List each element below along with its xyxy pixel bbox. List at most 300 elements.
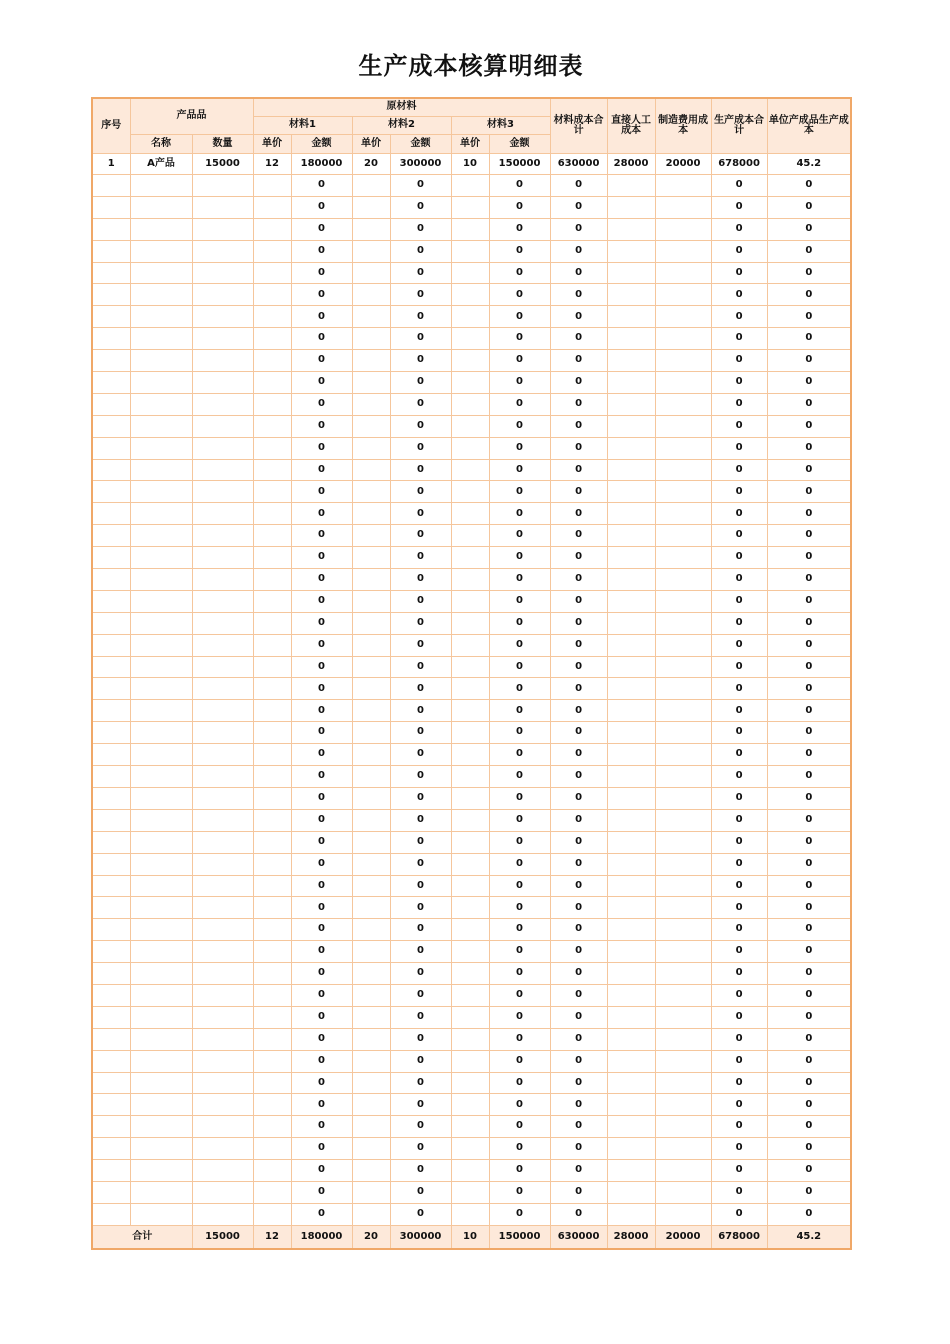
table-cell[interactable]: 0 xyxy=(550,678,607,700)
table-cell[interactable] xyxy=(253,1203,291,1225)
table-cell[interactable] xyxy=(130,437,192,459)
table-cell[interactable]: 0 xyxy=(767,1160,851,1182)
table-cell[interactable] xyxy=(655,722,711,744)
table-cell[interactable]: 0 xyxy=(291,175,352,197)
table-cell[interactable] xyxy=(352,1203,390,1225)
table-cell[interactable]: 0 xyxy=(550,766,607,788)
table-cell[interactable] xyxy=(352,1028,390,1050)
table-cell[interactable] xyxy=(451,240,489,262)
table-cell[interactable] xyxy=(253,569,291,591)
table-cell[interactable] xyxy=(451,525,489,547)
table-cell[interactable]: 20 xyxy=(352,154,390,175)
table-cell[interactable]: 0 xyxy=(767,678,851,700)
table-cell[interactable] xyxy=(192,919,253,941)
table-cell[interactable] xyxy=(451,459,489,481)
table-cell[interactable]: 0 xyxy=(711,525,767,547)
table-cell[interactable] xyxy=(253,941,291,963)
table-cell[interactable]: 0 xyxy=(767,1203,851,1225)
table-cell[interactable]: 0 xyxy=(291,984,352,1006)
table-cell[interactable] xyxy=(451,1050,489,1072)
table-cell[interactable]: 0 xyxy=(291,656,352,678)
table-cell[interactable] xyxy=(130,809,192,831)
table-cell[interactable] xyxy=(655,175,711,197)
total-cell[interactable]: 180000 xyxy=(291,1225,352,1249)
table-cell[interactable]: 0 xyxy=(550,1160,607,1182)
table-cell[interactable]: 0 xyxy=(550,328,607,350)
table-cell[interactable]: 0 xyxy=(489,656,550,678)
table-cell[interactable] xyxy=(655,1006,711,1028)
table-cell[interactable] xyxy=(352,722,390,744)
table-cell[interactable]: 0 xyxy=(291,853,352,875)
table-cell[interactable]: 0 xyxy=(711,1094,767,1116)
total-cell[interactable]: 20 xyxy=(352,1225,390,1249)
table-cell[interactable]: 0 xyxy=(550,372,607,394)
table-cell[interactable] xyxy=(192,1181,253,1203)
table-cell[interactable] xyxy=(192,787,253,809)
table-cell[interactable] xyxy=(655,372,711,394)
table-cell[interactable] xyxy=(92,218,130,240)
table-cell[interactable]: 150000 xyxy=(489,154,550,175)
table-cell[interactable] xyxy=(655,919,711,941)
table-cell[interactable]: 0 xyxy=(767,1072,851,1094)
table-cell[interactable] xyxy=(607,634,655,656)
table-cell[interactable] xyxy=(352,393,390,415)
table-cell[interactable]: 0 xyxy=(291,919,352,941)
table-cell[interactable]: 0 xyxy=(291,240,352,262)
table-cell[interactable] xyxy=(92,941,130,963)
table-cell[interactable]: 0 xyxy=(390,744,451,766)
table-cell[interactable] xyxy=(92,525,130,547)
table-cell[interactable]: 0 xyxy=(550,787,607,809)
table-cell[interactable]: 0 xyxy=(711,809,767,831)
table-cell[interactable] xyxy=(92,809,130,831)
table-cell[interactable] xyxy=(192,175,253,197)
table-cell[interactable]: 0 xyxy=(711,328,767,350)
table-cell[interactable] xyxy=(451,569,489,591)
table-cell[interactable]: 0 xyxy=(489,897,550,919)
table-cell[interactable] xyxy=(655,766,711,788)
table-cell[interactable]: 0 xyxy=(390,809,451,831)
table-cell[interactable] xyxy=(451,1138,489,1160)
table-cell[interactable]: 0 xyxy=(711,1181,767,1203)
table-cell[interactable] xyxy=(655,984,711,1006)
table-cell[interactable]: 0 xyxy=(291,1006,352,1028)
table-cell[interactable] xyxy=(655,306,711,328)
table-cell[interactable]: 0 xyxy=(489,590,550,612)
table-cell[interactable]: 0 xyxy=(767,459,851,481)
table-cell[interactable]: 0 xyxy=(489,547,550,569)
table-cell[interactable]: 0 xyxy=(711,787,767,809)
table-cell[interactable] xyxy=(451,1028,489,1050)
table-cell[interactable]: 0 xyxy=(550,875,607,897)
table-cell[interactable] xyxy=(451,175,489,197)
table-cell[interactable]: 10 xyxy=(451,154,489,175)
table-cell[interactable]: 0 xyxy=(711,941,767,963)
table-cell[interactable] xyxy=(607,1138,655,1160)
table-cell[interactable]: 0 xyxy=(550,240,607,262)
table-cell[interactable] xyxy=(352,744,390,766)
table-cell[interactable]: 0 xyxy=(291,1116,352,1138)
table-cell[interactable]: 0 xyxy=(767,437,851,459)
table-cell[interactable] xyxy=(253,590,291,612)
table-cell[interactable]: 0 xyxy=(291,766,352,788)
table-cell[interactable]: 0 xyxy=(489,306,550,328)
table-cell[interactable] xyxy=(451,284,489,306)
table-cell[interactable] xyxy=(130,350,192,372)
table-cell[interactable]: 0 xyxy=(291,306,352,328)
total-cell[interactable]: 20000 xyxy=(655,1225,711,1249)
table-cell[interactable]: 0 xyxy=(711,612,767,634)
table-cell[interactable] xyxy=(607,218,655,240)
table-cell[interactable] xyxy=(607,1116,655,1138)
table-cell[interactable] xyxy=(130,1050,192,1072)
table-cell[interactable]: 0 xyxy=(711,547,767,569)
table-cell[interactable] xyxy=(130,700,192,722)
table-cell[interactable]: 0 xyxy=(390,569,451,591)
table-cell[interactable] xyxy=(655,1028,711,1050)
table-cell[interactable]: 0 xyxy=(550,306,607,328)
table-cell[interactable]: 0 xyxy=(390,262,451,284)
table-cell[interactable]: 0 xyxy=(390,853,451,875)
table-cell[interactable]: 0 xyxy=(711,481,767,503)
table-cell[interactable] xyxy=(192,481,253,503)
table-cell[interactable] xyxy=(253,1138,291,1160)
table-cell[interactable] xyxy=(130,569,192,591)
table-cell[interactable] xyxy=(451,503,489,525)
total-cell[interactable]: 12 xyxy=(253,1225,291,1249)
table-cell[interactable]: 0 xyxy=(291,634,352,656)
table-cell[interactable] xyxy=(655,569,711,591)
table-cell[interactable] xyxy=(192,1050,253,1072)
table-cell[interactable] xyxy=(192,1116,253,1138)
table-cell[interactable] xyxy=(607,393,655,415)
table-cell[interactable]: 0 xyxy=(291,1181,352,1203)
table-cell[interactable] xyxy=(607,1006,655,1028)
table-cell[interactable] xyxy=(607,459,655,481)
table-cell[interactable] xyxy=(607,941,655,963)
table-cell[interactable]: 0 xyxy=(767,700,851,722)
table-cell[interactable] xyxy=(92,744,130,766)
table-cell[interactable] xyxy=(451,766,489,788)
table-cell[interactable]: 0 xyxy=(489,240,550,262)
table-cell[interactable] xyxy=(451,1094,489,1116)
table-cell[interactable] xyxy=(130,459,192,481)
table-cell[interactable] xyxy=(451,787,489,809)
table-cell[interactable]: 0 xyxy=(767,831,851,853)
table-cell[interactable]: 0 xyxy=(489,1181,550,1203)
table-cell[interactable]: 0 xyxy=(291,459,352,481)
table-cell[interactable] xyxy=(655,350,711,372)
table-cell[interactable] xyxy=(192,744,253,766)
table-cell[interactable]: 0 xyxy=(390,1006,451,1028)
table-cell[interactable] xyxy=(655,1203,711,1225)
table-cell[interactable] xyxy=(130,372,192,394)
table-cell[interactable] xyxy=(192,525,253,547)
table-cell[interactable]: 0 xyxy=(711,240,767,262)
table-cell[interactable] xyxy=(352,525,390,547)
table-cell[interactable]: 0 xyxy=(390,306,451,328)
table-cell[interactable] xyxy=(352,590,390,612)
table-cell[interactable] xyxy=(655,415,711,437)
table-cell[interactable] xyxy=(253,809,291,831)
table-cell[interactable] xyxy=(192,415,253,437)
table-cell[interactable] xyxy=(253,481,291,503)
table-cell[interactable]: 0 xyxy=(390,897,451,919)
table-cell[interactable]: 0 xyxy=(489,218,550,240)
table-cell[interactable]: 0 xyxy=(767,240,851,262)
table-cell[interactable] xyxy=(192,1028,253,1050)
table-cell[interactable]: 0 xyxy=(711,1028,767,1050)
table-cell[interactable]: 0 xyxy=(550,284,607,306)
table-cell[interactable]: 0 xyxy=(390,415,451,437)
table-cell[interactable]: 0 xyxy=(550,1050,607,1072)
table-cell[interactable] xyxy=(130,656,192,678)
table-cell[interactable] xyxy=(130,306,192,328)
table-cell[interactable] xyxy=(451,437,489,459)
table-cell[interactable] xyxy=(607,590,655,612)
table-cell[interactable] xyxy=(352,1160,390,1182)
table-cell[interactable] xyxy=(192,262,253,284)
table-cell[interactable] xyxy=(655,1050,711,1072)
table-cell[interactable]: 0 xyxy=(489,196,550,218)
table-cell[interactable]: 0 xyxy=(550,1094,607,1116)
table-cell[interactable] xyxy=(607,1203,655,1225)
table-cell[interactable] xyxy=(192,1203,253,1225)
table-cell[interactable]: 0 xyxy=(489,1203,550,1225)
table-cell[interactable]: 0 xyxy=(711,459,767,481)
table-cell[interactable]: 0 xyxy=(390,612,451,634)
table-cell[interactable] xyxy=(352,853,390,875)
table-cell[interactable]: 0 xyxy=(390,459,451,481)
table-cell[interactable] xyxy=(607,525,655,547)
table-cell[interactable]: 0 xyxy=(390,240,451,262)
table-cell[interactable]: 180000 xyxy=(291,154,352,175)
table-cell[interactable]: 0 xyxy=(390,503,451,525)
table-cell[interactable] xyxy=(92,284,130,306)
table-cell[interactable]: 0 xyxy=(550,503,607,525)
table-cell[interactable] xyxy=(607,481,655,503)
table-cell[interactable] xyxy=(451,678,489,700)
table-cell[interactable]: 0 xyxy=(550,1006,607,1028)
table-cell[interactable]: 0 xyxy=(291,196,352,218)
table-cell[interactable]: 0 xyxy=(291,875,352,897)
table-cell[interactable] xyxy=(130,1203,192,1225)
table-cell[interactable]: 0 xyxy=(767,1094,851,1116)
table-cell[interactable]: 0 xyxy=(291,1160,352,1182)
table-cell[interactable]: 0 xyxy=(550,175,607,197)
table-cell[interactable] xyxy=(192,590,253,612)
table-cell[interactable] xyxy=(451,393,489,415)
table-cell[interactable] xyxy=(655,525,711,547)
table-cell[interactable]: 0 xyxy=(390,722,451,744)
table-cell[interactable] xyxy=(130,525,192,547)
table-cell[interactable]: 0 xyxy=(291,218,352,240)
table-cell[interactable] xyxy=(607,415,655,437)
table-cell[interactable] xyxy=(451,306,489,328)
table-cell[interactable] xyxy=(192,1160,253,1182)
table-cell[interactable]: 12 xyxy=(253,154,291,175)
table-cell[interactable] xyxy=(607,897,655,919)
table-cell[interactable]: 0 xyxy=(550,612,607,634)
table-cell[interactable]: 0 xyxy=(291,328,352,350)
table-cell[interactable] xyxy=(451,218,489,240)
table-cell[interactable] xyxy=(92,787,130,809)
table-cell[interactable] xyxy=(192,809,253,831)
table-cell[interactable]: 0 xyxy=(390,1160,451,1182)
table-cell[interactable]: 0 xyxy=(711,372,767,394)
table-cell[interactable] xyxy=(655,196,711,218)
table-cell[interactable]: 0 xyxy=(550,1028,607,1050)
table-cell[interactable] xyxy=(192,240,253,262)
table-cell[interactable] xyxy=(92,984,130,1006)
table-cell[interactable] xyxy=(607,240,655,262)
table-cell[interactable]: 0 xyxy=(390,175,451,197)
table-cell[interactable] xyxy=(352,1181,390,1203)
table-cell[interactable] xyxy=(451,875,489,897)
table-cell[interactable]: 0 xyxy=(489,1116,550,1138)
total-cell[interactable]: 150000 xyxy=(489,1225,550,1249)
table-cell[interactable] xyxy=(352,569,390,591)
table-cell[interactable] xyxy=(92,328,130,350)
table-cell[interactable]: 0 xyxy=(711,963,767,985)
table-cell[interactable] xyxy=(253,853,291,875)
table-cell[interactable]: 0 xyxy=(390,1203,451,1225)
table-cell[interactable]: 0 xyxy=(390,328,451,350)
table-cell[interactable] xyxy=(607,306,655,328)
table-cell[interactable]: 0 xyxy=(550,634,607,656)
table-cell[interactable] xyxy=(352,372,390,394)
table-cell[interactable] xyxy=(92,1006,130,1028)
table-cell[interactable]: 0 xyxy=(767,328,851,350)
table-cell[interactable]: 0 xyxy=(550,984,607,1006)
table-cell[interactable]: 0 xyxy=(550,590,607,612)
table-cell[interactable] xyxy=(130,1006,192,1028)
table-cell[interactable] xyxy=(192,875,253,897)
table-cell[interactable] xyxy=(655,328,711,350)
table-cell[interactable] xyxy=(253,196,291,218)
table-cell[interactable]: 0 xyxy=(767,984,851,1006)
table-cell[interactable]: 0 xyxy=(489,459,550,481)
table-cell[interactable] xyxy=(451,919,489,941)
table-cell[interactable]: 0 xyxy=(711,678,767,700)
table-cell[interactable]: 0 xyxy=(291,678,352,700)
table-cell[interactable]: 0 xyxy=(291,525,352,547)
table-cell[interactable]: 0 xyxy=(291,372,352,394)
table-cell[interactable]: 0 xyxy=(550,831,607,853)
table-cell[interactable] xyxy=(192,218,253,240)
table-cell[interactable] xyxy=(253,415,291,437)
table-cell[interactable] xyxy=(192,459,253,481)
table-cell[interactable] xyxy=(655,284,711,306)
table-cell[interactable]: 0 xyxy=(711,875,767,897)
table-cell[interactable] xyxy=(352,787,390,809)
table-cell[interactable] xyxy=(451,744,489,766)
table-cell[interactable] xyxy=(130,963,192,985)
table-cell[interactable]: 0 xyxy=(291,547,352,569)
table-cell[interactable] xyxy=(451,590,489,612)
table-cell[interactable] xyxy=(192,897,253,919)
table-cell[interactable] xyxy=(352,481,390,503)
table-cell[interactable]: 0 xyxy=(767,722,851,744)
table-cell[interactable]: 0 xyxy=(390,1181,451,1203)
table-cell[interactable]: 0 xyxy=(390,634,451,656)
table-cell[interactable] xyxy=(451,262,489,284)
table-cell[interactable] xyxy=(352,766,390,788)
table-cell[interactable] xyxy=(451,415,489,437)
table-cell[interactable] xyxy=(352,196,390,218)
table-cell[interactable] xyxy=(253,240,291,262)
table-cell[interactable] xyxy=(655,656,711,678)
table-cell[interactable]: 45.2 xyxy=(767,154,851,175)
table-cell[interactable] xyxy=(352,1050,390,1072)
table-cell[interactable]: 0 xyxy=(390,875,451,897)
table-cell[interactable] xyxy=(92,196,130,218)
table-cell[interactable] xyxy=(352,700,390,722)
table-cell[interactable] xyxy=(607,372,655,394)
table-cell[interactable] xyxy=(607,919,655,941)
table-cell[interactable] xyxy=(253,634,291,656)
table-cell[interactable] xyxy=(92,569,130,591)
table-cell[interactable] xyxy=(192,1094,253,1116)
table-cell[interactable]: 0 xyxy=(291,1050,352,1072)
table-cell[interactable] xyxy=(451,809,489,831)
table-cell[interactable] xyxy=(92,963,130,985)
table-cell[interactable]: 0 xyxy=(711,1050,767,1072)
total-cell[interactable]: 10 xyxy=(451,1225,489,1249)
table-cell[interactable] xyxy=(130,328,192,350)
table-cell[interactable]: 0 xyxy=(390,678,451,700)
table-cell[interactable]: 0 xyxy=(550,1138,607,1160)
total-cell[interactable]: 15000 xyxy=(192,1225,253,1249)
table-cell[interactable] xyxy=(130,875,192,897)
table-cell[interactable] xyxy=(607,831,655,853)
table-cell[interactable] xyxy=(451,1006,489,1028)
table-cell[interactable]: 0 xyxy=(767,372,851,394)
table-cell[interactable]: 0 xyxy=(767,809,851,831)
table-cell[interactable] xyxy=(130,744,192,766)
table-cell[interactable] xyxy=(607,1072,655,1094)
table-cell[interactable] xyxy=(655,262,711,284)
table-cell[interactable]: 0 xyxy=(291,393,352,415)
table-cell[interactable] xyxy=(253,1050,291,1072)
table-cell[interactable] xyxy=(253,525,291,547)
table-cell[interactable]: 0 xyxy=(291,262,352,284)
table-cell[interactable]: 0 xyxy=(711,590,767,612)
table-cell[interactable] xyxy=(253,306,291,328)
table-cell[interactable]: 0 xyxy=(550,481,607,503)
table-cell[interactable] xyxy=(607,612,655,634)
table-cell[interactable] xyxy=(352,831,390,853)
table-cell[interactable]: 0 xyxy=(489,1138,550,1160)
table-cell[interactable]: 0 xyxy=(390,547,451,569)
table-cell[interactable] xyxy=(451,1072,489,1094)
table-cell[interactable] xyxy=(607,744,655,766)
table-cell[interactable] xyxy=(607,700,655,722)
table-cell[interactable] xyxy=(352,284,390,306)
table-cell[interactable] xyxy=(130,722,192,744)
table-cell[interactable]: 0 xyxy=(291,941,352,963)
table-cell[interactable] xyxy=(607,1028,655,1050)
table-cell[interactable] xyxy=(352,612,390,634)
table-cell[interactable] xyxy=(451,634,489,656)
table-cell[interactable]: 0 xyxy=(489,175,550,197)
table-cell[interactable]: 0 xyxy=(550,722,607,744)
table-cell[interactable]: 0 xyxy=(711,766,767,788)
table-cell[interactable] xyxy=(451,1160,489,1182)
table-cell[interactable] xyxy=(192,700,253,722)
table-cell[interactable] xyxy=(130,415,192,437)
table-cell[interactable]: 0 xyxy=(767,415,851,437)
